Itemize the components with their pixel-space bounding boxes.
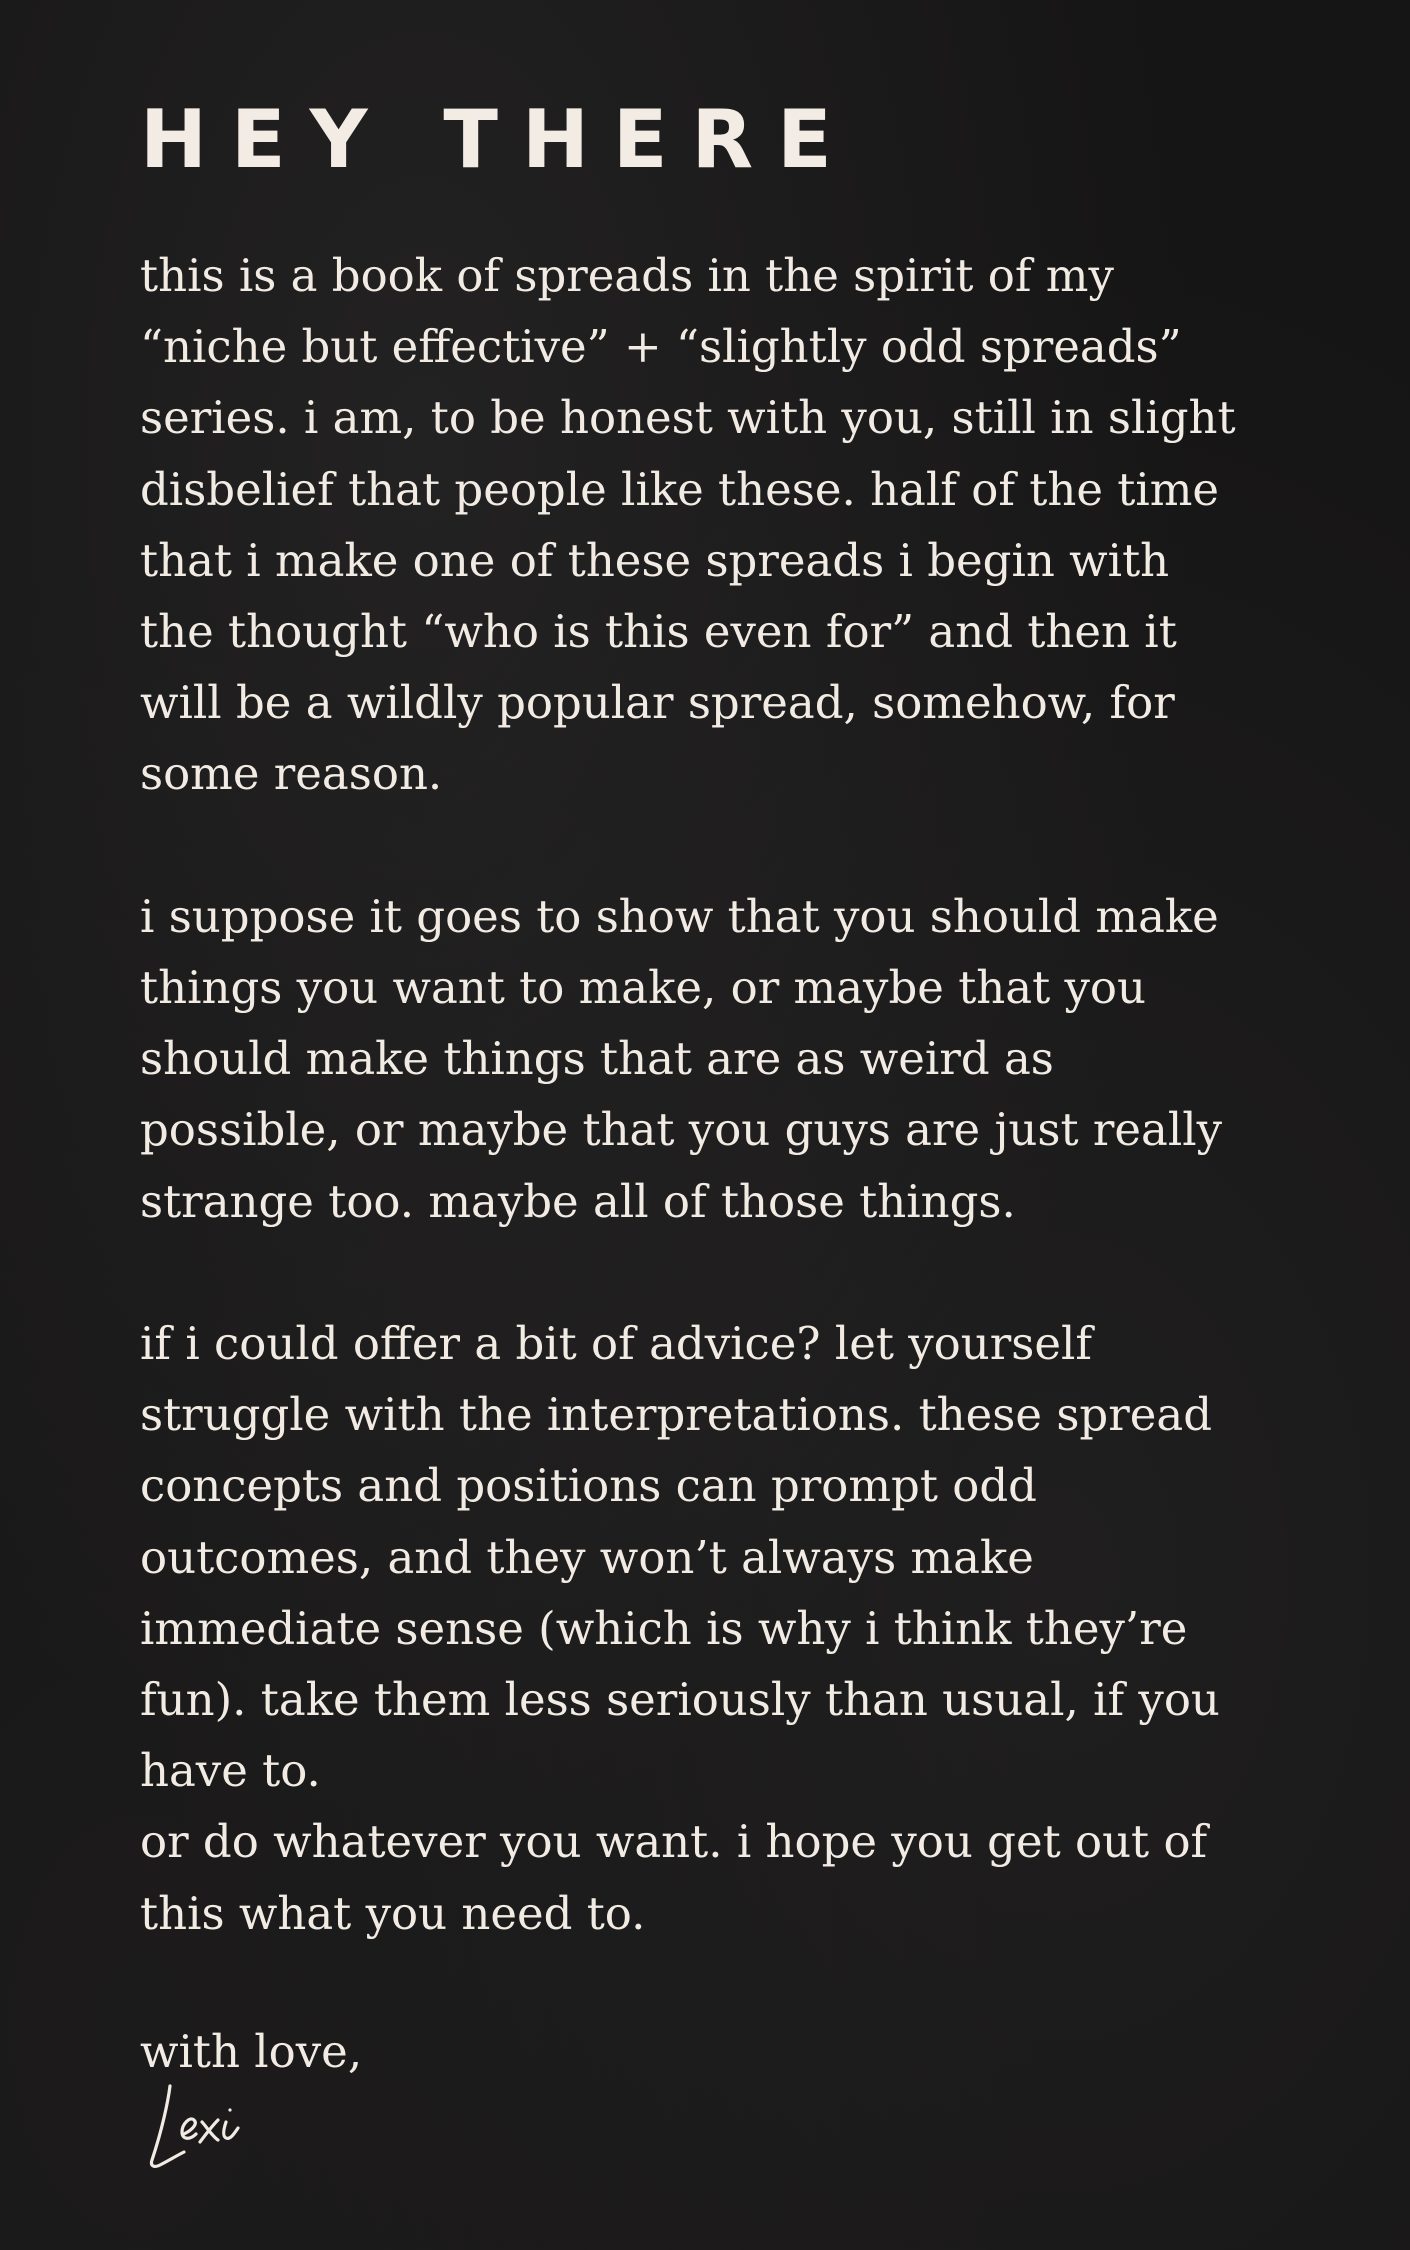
signature-drawing	[138, 2068, 298, 2178]
paragraph-1	[140, 240, 1280, 810]
text-line: some reason.	[140, 747, 443, 801]
text-line: struggle with the interpretations. these spread	[140, 1388, 1213, 1442]
text-line: will be a wildly popular spread, somehow, for	[140, 676, 1175, 730]
text-line: that i make one of these spreads i begin with	[140, 533, 1170, 587]
text-line: series. i am, to be honest with you, still in slight	[140, 391, 1236, 445]
paragraph-3	[140, 1308, 1280, 1806]
paragraph-4	[140, 1806, 1280, 1948]
text-line: the thought “who is this even for” and then it	[140, 605, 1177, 659]
closing-line: with love,	[140, 2025, 363, 2078]
text-line: disbelief that people like these. half of the time	[140, 462, 1220, 516]
text-line: or do whatever you want. i hope you get out of	[140, 1815, 1208, 1869]
paragraph-2	[140, 881, 1280, 1237]
text-line: strange too. maybe all of those things.	[140, 1174, 1016, 1228]
page-title: HEY THERE	[140, 93, 856, 186]
text-line: “niche but effective” + “slightly odd spreads”	[140, 320, 1182, 374]
text-line: this what you need to.	[140, 1886, 646, 1940]
text-line: fun). take them less seriously than usual, if you	[140, 1673, 1220, 1727]
signature	[138, 2068, 298, 2178]
text-line: should make things that are as weird as	[140, 1032, 1054, 1086]
letter-body	[140, 240, 1280, 2020]
text-line: possible, or maybe that you guys are just really	[140, 1103, 1223, 1157]
text-line: outcomes, and they won’t always make	[140, 1530, 1034, 1584]
text-line: if i could offer a bit of advice? let yourself	[140, 1317, 1093, 1371]
text-line: concepts and positions can prompt odd	[140, 1459, 1037, 1513]
text-line: this is a book of spreads in the spirit of my	[140, 249, 1114, 302]
text-line: things you want to make, or maybe that you	[140, 961, 1146, 1015]
text-line: i suppose it goes to show that you should make	[140, 889, 1219, 943]
text-line: have to.	[140, 1744, 321, 1798]
text-line: immediate sense (which is why i think they’re	[140, 1601, 1188, 1655]
